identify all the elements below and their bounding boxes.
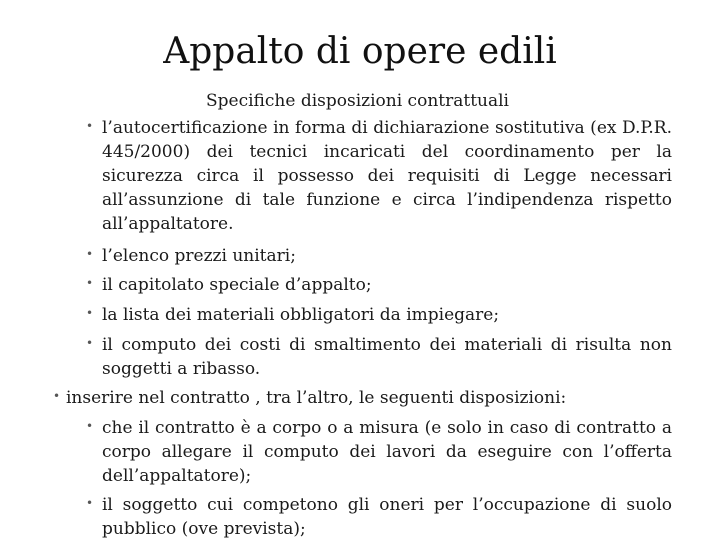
bullet-icon: •: [86, 119, 94, 133]
bullet-icon: •: [86, 276, 94, 290]
slide-title: Appalto di opere edili: [163, 31, 557, 72]
list-item-text: la lista dei materiali obbligatori da impiegare;: [102, 305, 500, 325]
list-item-text: il capitolato speciale d’appalto;: [102, 275, 372, 295]
bullet-icon: •: [86, 306, 94, 320]
list-item-text: inserire nel contratto , tra l’altro, le seguenti disposizioni:: [66, 388, 567, 408]
list-item-text: l’autocertificazione in forma di dichiarazione sostitutiva (ex D.P.R. 445/2000) dei tecnici incaricati del coordinamento per la sicurezza circa il possesso dei requisiti di Legge necessari all’assunzione di tale funzione e circa l’indipendenza rispetto all’appaltatore.: [102, 118, 672, 234]
bullet-icon: •: [86, 336, 94, 350]
bullet-icon: •: [53, 389, 61, 403]
slide-subtitle: Specifiche disposizioni contrattuali: [206, 91, 509, 111]
list-item-text: il soggetto cui competono gli oneri per l’occupazione di suolo pubblico (ove prevista);: [102, 495, 672, 539]
bullet-icon: •: [86, 419, 94, 433]
bullet-icon: •: [86, 496, 94, 510]
bullet-icon: •: [86, 247, 94, 261]
list-item-text: l’elenco prezzi unitari;: [102, 246, 296, 266]
list-item-text: il computo dei costi di smaltimento dei materiali di risulta non soggetti a ribasso.: [102, 335, 672, 379]
list-item-text: che il contratto è a corpo o a misura (e solo in caso di contratto a corpo allegare il computo dei lavori da eseguire con l’offerta dell’appaltatore);: [102, 418, 672, 486]
